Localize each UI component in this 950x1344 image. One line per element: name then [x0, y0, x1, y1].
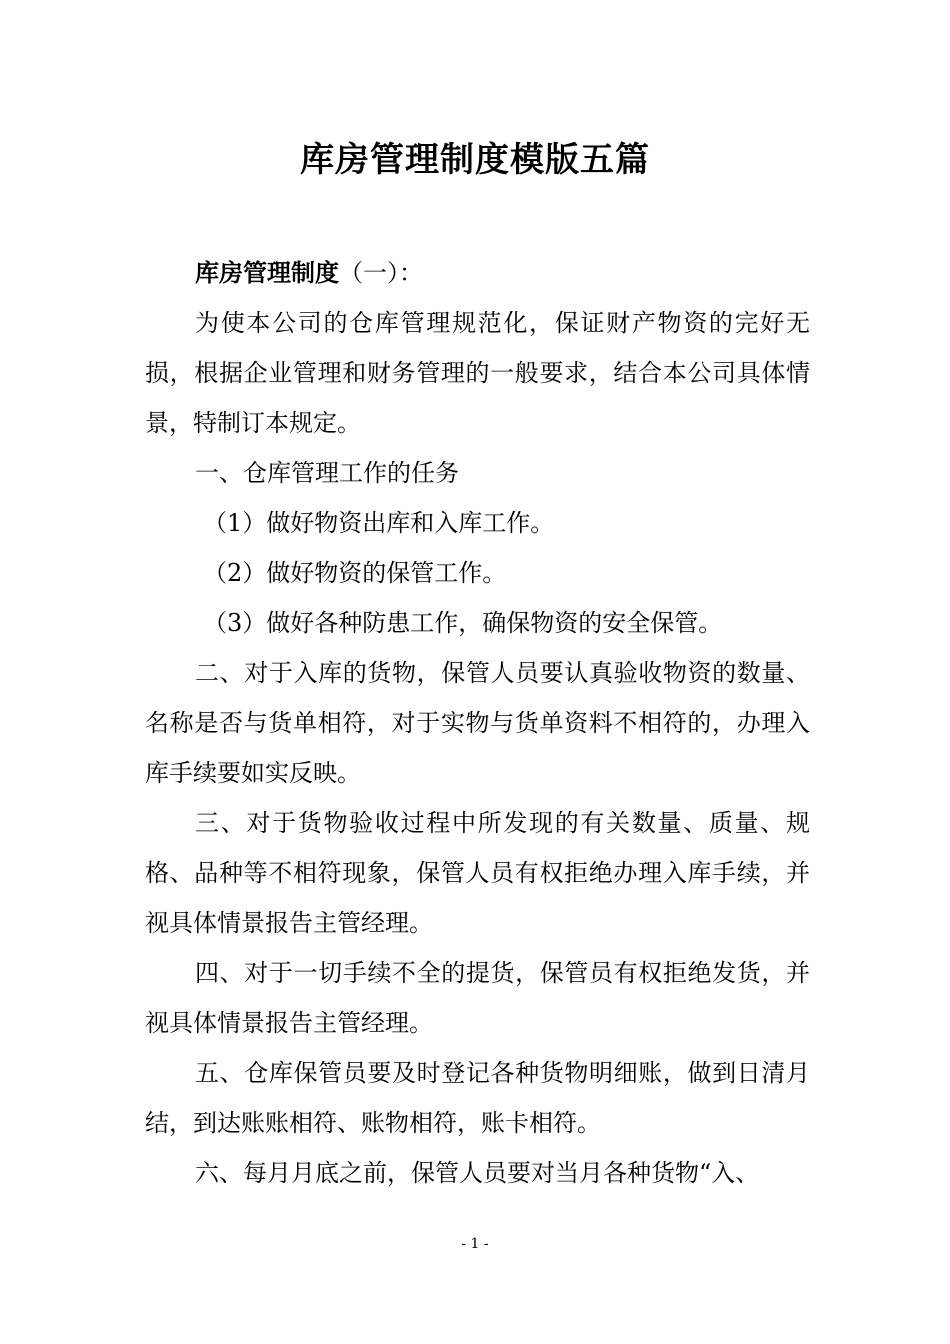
paragraph-item-5: 五、仓库保管员要及时登记各种货物明细账，做到日清月结，到达账账相符、账物相符，账卡相符。: [145, 1059, 810, 1137]
document-body: [145, 248, 810, 1198]
paragraph-subitem-3: （3）做好各种防患工作，确保物资的安全保管。: [203, 609, 723, 637]
paragraph-item-2: 二、对于入库的货物，保管人员要认真验收物资的数量、名称是否与货单相符，对于实物与货单资料不相符的，办理入库手续要如实反映。: [145, 659, 810, 787]
paragraph-item-6: 六、每月月底之前，保管人员要对当月各种货物“入、: [195, 1159, 760, 1187]
section-heading: [145, 248, 810, 298]
paragraph-subitem-2: （2）做好物资的保管工作。: [203, 559, 507, 587]
paragraph-item-4: 四、对于一切手续不全的提货，保管员有权拒绝发货，并视具体情景报告主管经理。: [145, 959, 810, 1037]
paragraph-subitem-1: （1）做好物资出库和入库工作。: [203, 509, 555, 537]
paragraph-item-3: 三、对于货物验收过程中所发现的有关数量、质量、规格、品种等不相符现象，保管人员有权拒绝办理入库手续，并视具体情景报告主管经理。: [145, 809, 810, 937]
section-heading-bold: 库房管理制度: [195, 259, 339, 287]
paragraph-item-1-heading: 一、仓库管理工作的任务: [195, 459, 459, 487]
document-title: 库房管理制度模版五篇: [300, 140, 650, 180]
page-number: - 1 -: [461, 1236, 489, 1252]
paragraph-intro: 为使本公司的仓库管理规范化，保证财产物资的完好无损，根据企业管理和财务管理的一般要求，结合本公司具体情景，特制订本规定。: [145, 309, 810, 437]
section-heading-suffix: （一）：: [339, 259, 423, 287]
